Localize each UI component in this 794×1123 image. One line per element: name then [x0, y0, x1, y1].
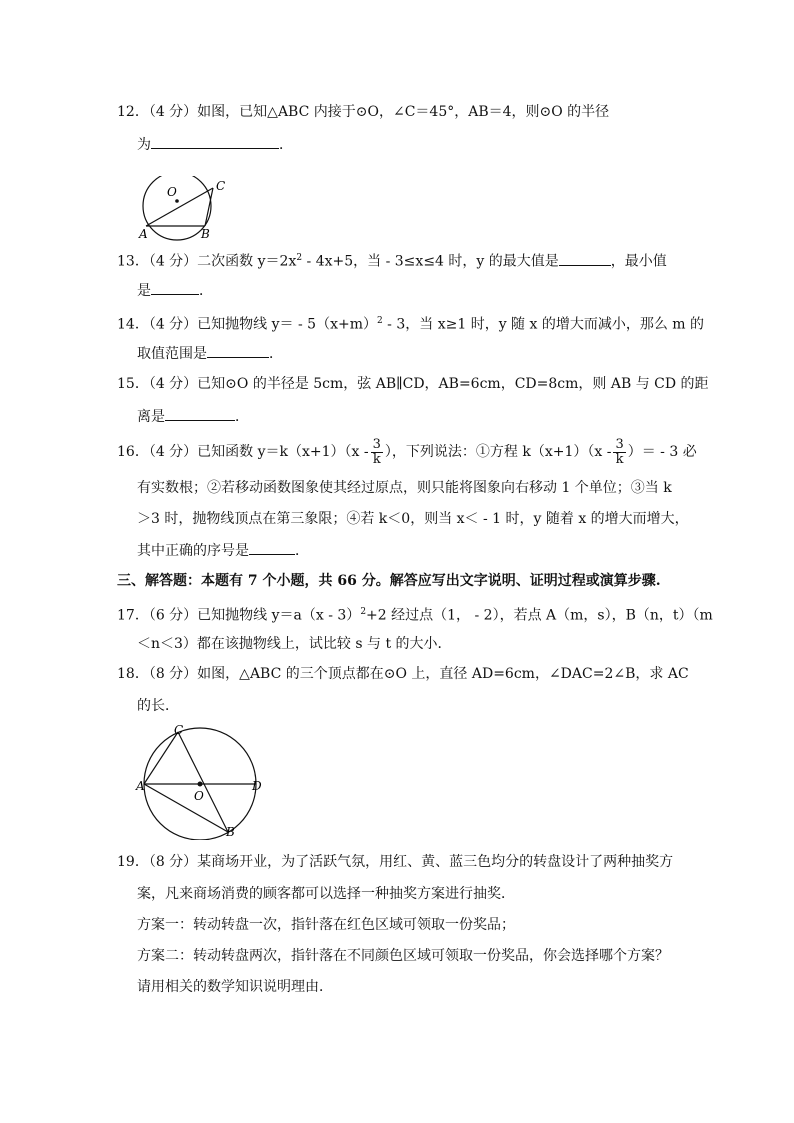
q12-prefix: 为 — [137, 137, 151, 153]
label-b: B — [201, 227, 210, 241]
fraction-numerator: 3 — [615, 436, 624, 452]
q18-line2: 的长． — [137, 698, 179, 714]
fraction-denominator: k — [372, 451, 381, 467]
q12-figure — [133, 176, 233, 244]
answer-blank[interactable] — [559, 251, 611, 266]
q19-line2: 案，凡来商场消费的顾客都可以选择一种抽奖方案进行抽奖． — [137, 886, 515, 902]
q14-sup: 2 — [376, 316, 383, 326]
q13-prefix: 是 — [137, 283, 151, 299]
section-heading: 三、解答题：本题有 7 个小题，共 66 分。解答应写出文字说明、证明过程或演算步骤. — [117, 573, 661, 589]
fraction-denominator: k — [615, 451, 624, 467]
q16-line4 — [137, 540, 309, 561]
q13-line2 — [137, 280, 213, 301]
q15-line2 — [137, 406, 249, 427]
q12-line1: 12．（4 分）如图，已知△ABC 内接于⊙O，∠C＝45°，AB＝4，则⊙O 的半径 — [117, 104, 610, 120]
q16-line3: ＞3 时，抛物线顶点在第三象限；④若 k＜0，则当 x＜ - 1 时，y 随着 x 的增大而增大， — [137, 511, 689, 527]
segment-ac — [144, 732, 178, 784]
center-point — [175, 199, 179, 203]
q16-text-a: 16．（4 分）已知函数 y＝k（x+1）（x - — [117, 444, 369, 460]
label-c: C — [174, 723, 184, 737]
q16-line2: 有实数根；②若移动函数图象使其经过原点，则只能将图象向右移动 1 个单位；③当 k — [137, 480, 672, 496]
q17-sup: 2 — [360, 607, 367, 617]
segment-ac — [146, 188, 213, 226]
q12-end: ． — [279, 137, 293, 153]
label-a: A — [139, 227, 148, 241]
q12-line2 — [137, 134, 293, 155]
fraction-3-over-k — [371, 438, 383, 467]
q19-line5: 请用相关的数学知识说明理由． — [137, 979, 333, 995]
q13-text-c: ，最小值 — [610, 253, 667, 270]
q13-text-a: 13．（4 分）二次函数 y＝2x — [117, 253, 297, 270]
q16-end: ． — [295, 543, 309, 559]
q14-text-a: 14．（4 分）已知抛物线 y＝ - 5（x+m） — [117, 316, 377, 333]
q14-prefix: 取值范围是 — [137, 346, 207, 362]
q14-end: ． — [269, 346, 283, 362]
q14-line1 — [117, 311, 704, 335]
q17-line1 — [117, 602, 713, 626]
q16-text-c: ）＝ - 3 必 — [627, 444, 697, 460]
q16-line1 — [117, 434, 697, 470]
answer-blank[interactable] — [207, 343, 269, 358]
label-a: A — [136, 779, 145, 793]
q17-line2: ＜n＜3）都在该抛物线上，试比较 s 与 t 的大小． — [137, 636, 452, 652]
q15-prefix: 离是 — [137, 409, 165, 425]
q19-line1: 19．（8 分）某商场开业，为了活跃气氛，用红、黄、蓝三色均分的转盘设计了两种抽奖方 — [117, 854, 674, 870]
answer-blank[interactable] — [151, 280, 199, 295]
fraction-numerator: 3 — [372, 436, 381, 452]
q17-text-a: 17．（6 分）已知抛物线 y＝a（x - 3） — [117, 607, 361, 624]
q19-line3: 方案一：转动转盘一次，指针落在红色区域可领取一份奖品； — [137, 917, 515, 933]
q19-line4: 方案二：转动转盘两次，指针落在不同颜色区域可领取一份奖品，你会选择哪个方案？ — [137, 948, 669, 964]
q14-line2 — [137, 343, 283, 364]
center-point — [198, 782, 203, 787]
q13-sup: 2 — [296, 253, 303, 263]
answer-blank[interactable] — [151, 134, 279, 149]
q18-line1: 18．（8 分）如图，△ABC 的三个顶点都在⊙O 上，直径 AD=6cm，∠DAC=2∠B，求 AC — [117, 666, 689, 682]
answer-blank[interactable] — [249, 540, 295, 555]
q16-text-b: ），下列说法：①方程 k（x+1）（x - — [384, 444, 612, 460]
label-c: C — [216, 179, 226, 193]
q16-prefix: 其中正确的序号是 — [137, 543, 249, 559]
q17-text-b: +2 经过点（1， - 2），若点 A（m，s），B（n，t）（m — [366, 607, 713, 624]
q15-end: ． — [235, 409, 249, 425]
q13-text-b: - 4x+5，当 - 3≤x≤4 时，y 的最大值是 — [302, 253, 559, 270]
q13-line1 — [117, 248, 667, 272]
label-b: B — [226, 825, 235, 839]
q13-end: ． — [199, 283, 213, 299]
answer-blank[interactable] — [165, 406, 235, 421]
q14-text-b: - 3，当 x≥1 时，y 随 x 的增大而减小，那么 m 的 — [382, 316, 705, 333]
fraction-3-over-k — [613, 438, 625, 467]
label-o: O — [167, 185, 177, 199]
label-o: O — [194, 789, 204, 803]
q18-figure — [134, 722, 270, 840]
q15-line1: 15．（4 分）已知⊙O 的半径是 5cm，弦 AB∥CD，AB=6cm，CD=8cm，则 AB 与 CD 的距 — [117, 376, 709, 392]
segment-cb — [178, 732, 228, 832]
label-d: D — [252, 779, 262, 793]
